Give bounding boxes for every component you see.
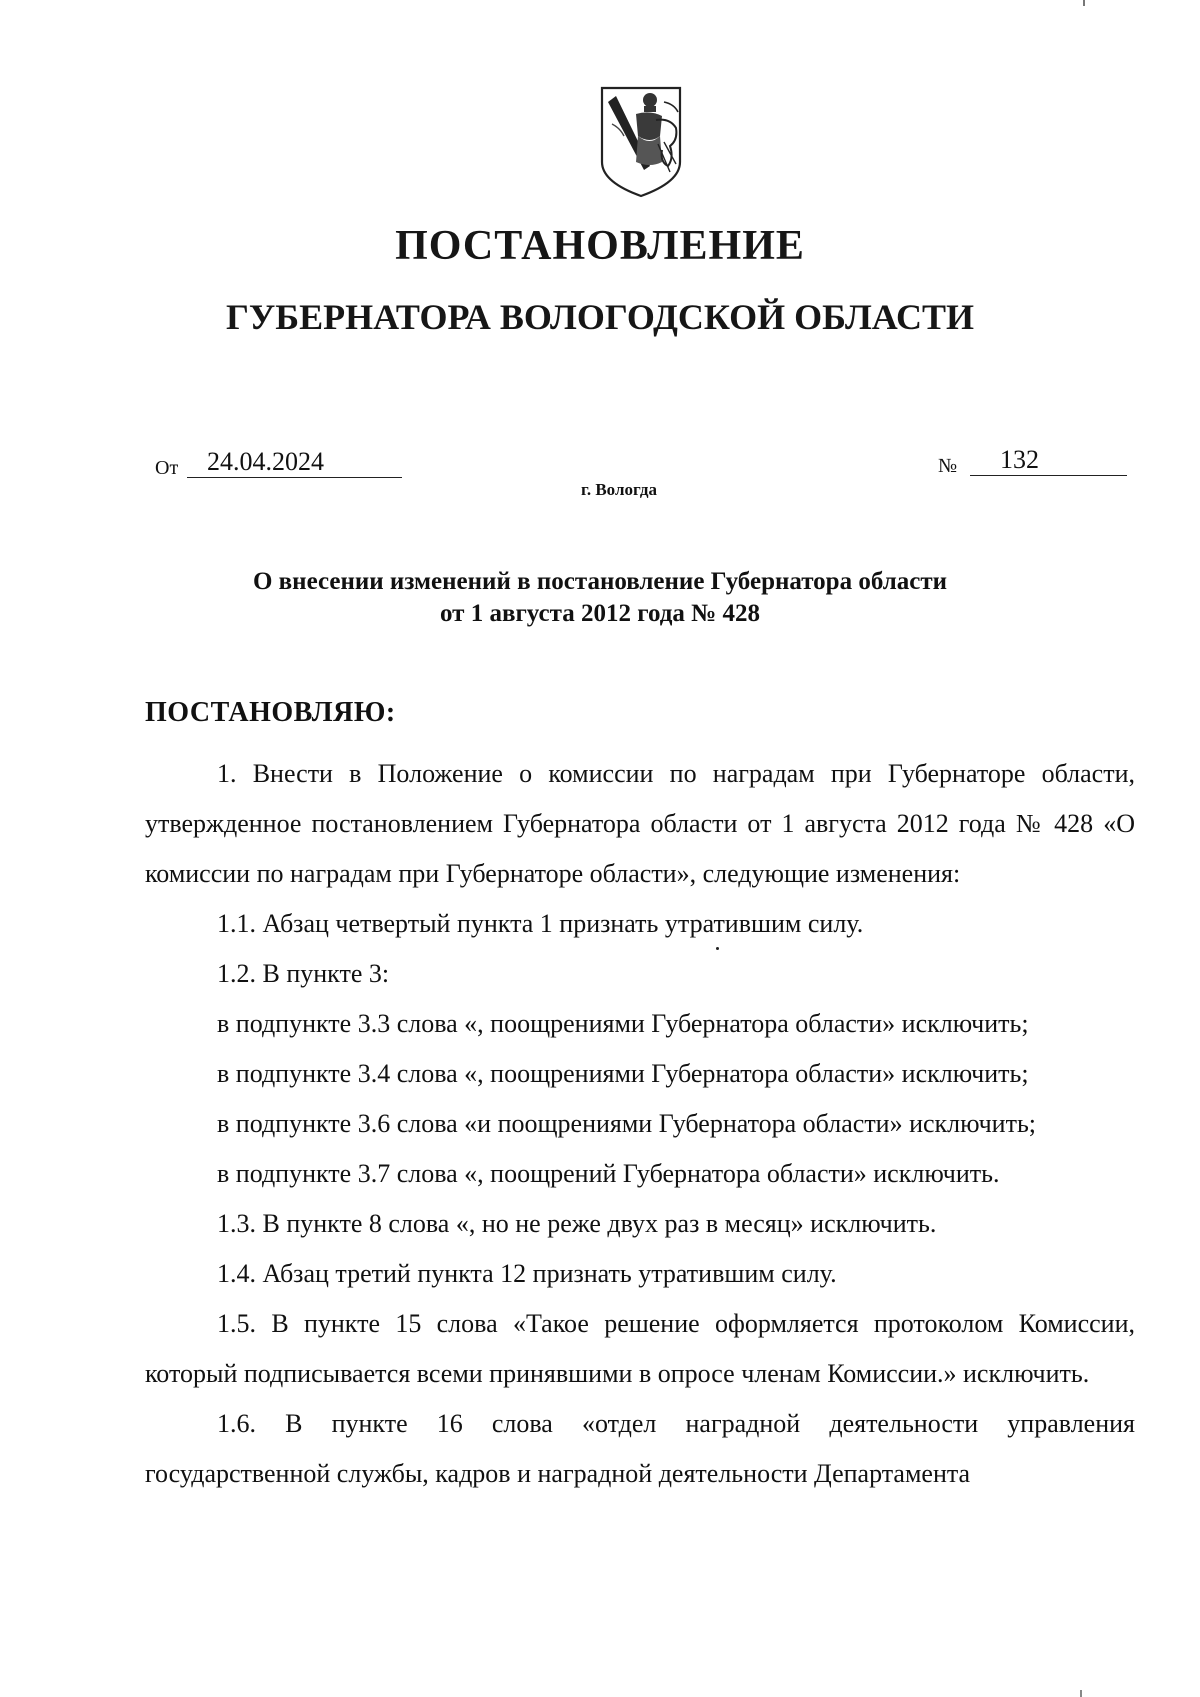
paragraph: 1.3. В пункте 8 слова «, но не реже двух раз в месяц» исключить. [217, 1209, 937, 1238]
decree-heading: ПОСТАНОВЛЯЮ: [145, 697, 396, 728]
document-date: 24.04.2024 [187, 447, 402, 478]
paragraph: 1.6. В пункте 16 слова «отдел наградной деятельности управления государственной службы, кадров и наградной деятельности Департамента [145, 1409, 1135, 1488]
document-body [145, 749, 1135, 1499]
document-subject [0, 566, 1200, 630]
paragraph: в подпункте 3.7 слова «, поощрений Губернатора области» исключить. [217, 1159, 1000, 1188]
coat-of-arms-icon [598, 84, 684, 200]
paragraph: 1. Внести в Положение о комиссии по наградам при Губернаторе области, утвержденное постановлением Губернатора области от 1 августа 2012 года № 428 «О комиссии по наградам при Губернаторе области», следующие изменения: [145, 759, 1135, 888]
paragraph: в подпункте 3.4 слова «, поощрениями Губернатора области» исключить; [217, 1059, 1029, 1088]
paragraph: 1.5. В пункте 15 слова «Такое решение оформляется протоколом Комиссии, который подписывается всеми принявшими в опросе членам Комиссии.» исключить. [145, 1309, 1135, 1388]
city-label: г. Вологда [581, 480, 657, 499]
paragraph: 1.4. Абзац третий пункта 12 признать утратившим силу. [217, 1259, 837, 1288]
subject-line: О внесении изменений в постановление Губернатора области [252, 568, 948, 595]
paragraph: 1.1. Абзац четвертый пункта 1 признать утратившим силу. [217, 909, 864, 938]
paragraph: в подпункте 3.3 слова «, поощрениями Губернатора области» исключить; [217, 1009, 1029, 1038]
scan-mark [1083, 0, 1085, 6]
paragraph: в подпункте 3.6 слова «и поощрениями Губернатора области» исключить; [217, 1109, 1037, 1138]
date-prefix: От [155, 457, 179, 479]
number-prefix: № [938, 455, 958, 477]
issuer-title: ГУБЕРНАТОРА ВОЛОГОДСКОЙ ОБЛАСТИ [225, 297, 975, 337]
scan-speck [716, 947, 719, 950]
subject-line: от 1 августа 2012 года № 428 [440, 600, 760, 627]
paragraph: 1.2. В пункте 3: [217, 959, 390, 988]
document-type-title: ПОСТАНОВЛЕНИЕ [395, 223, 805, 269]
scan-mark [1080, 1690, 1082, 1697]
document-number: 132 [970, 445, 1127, 476]
